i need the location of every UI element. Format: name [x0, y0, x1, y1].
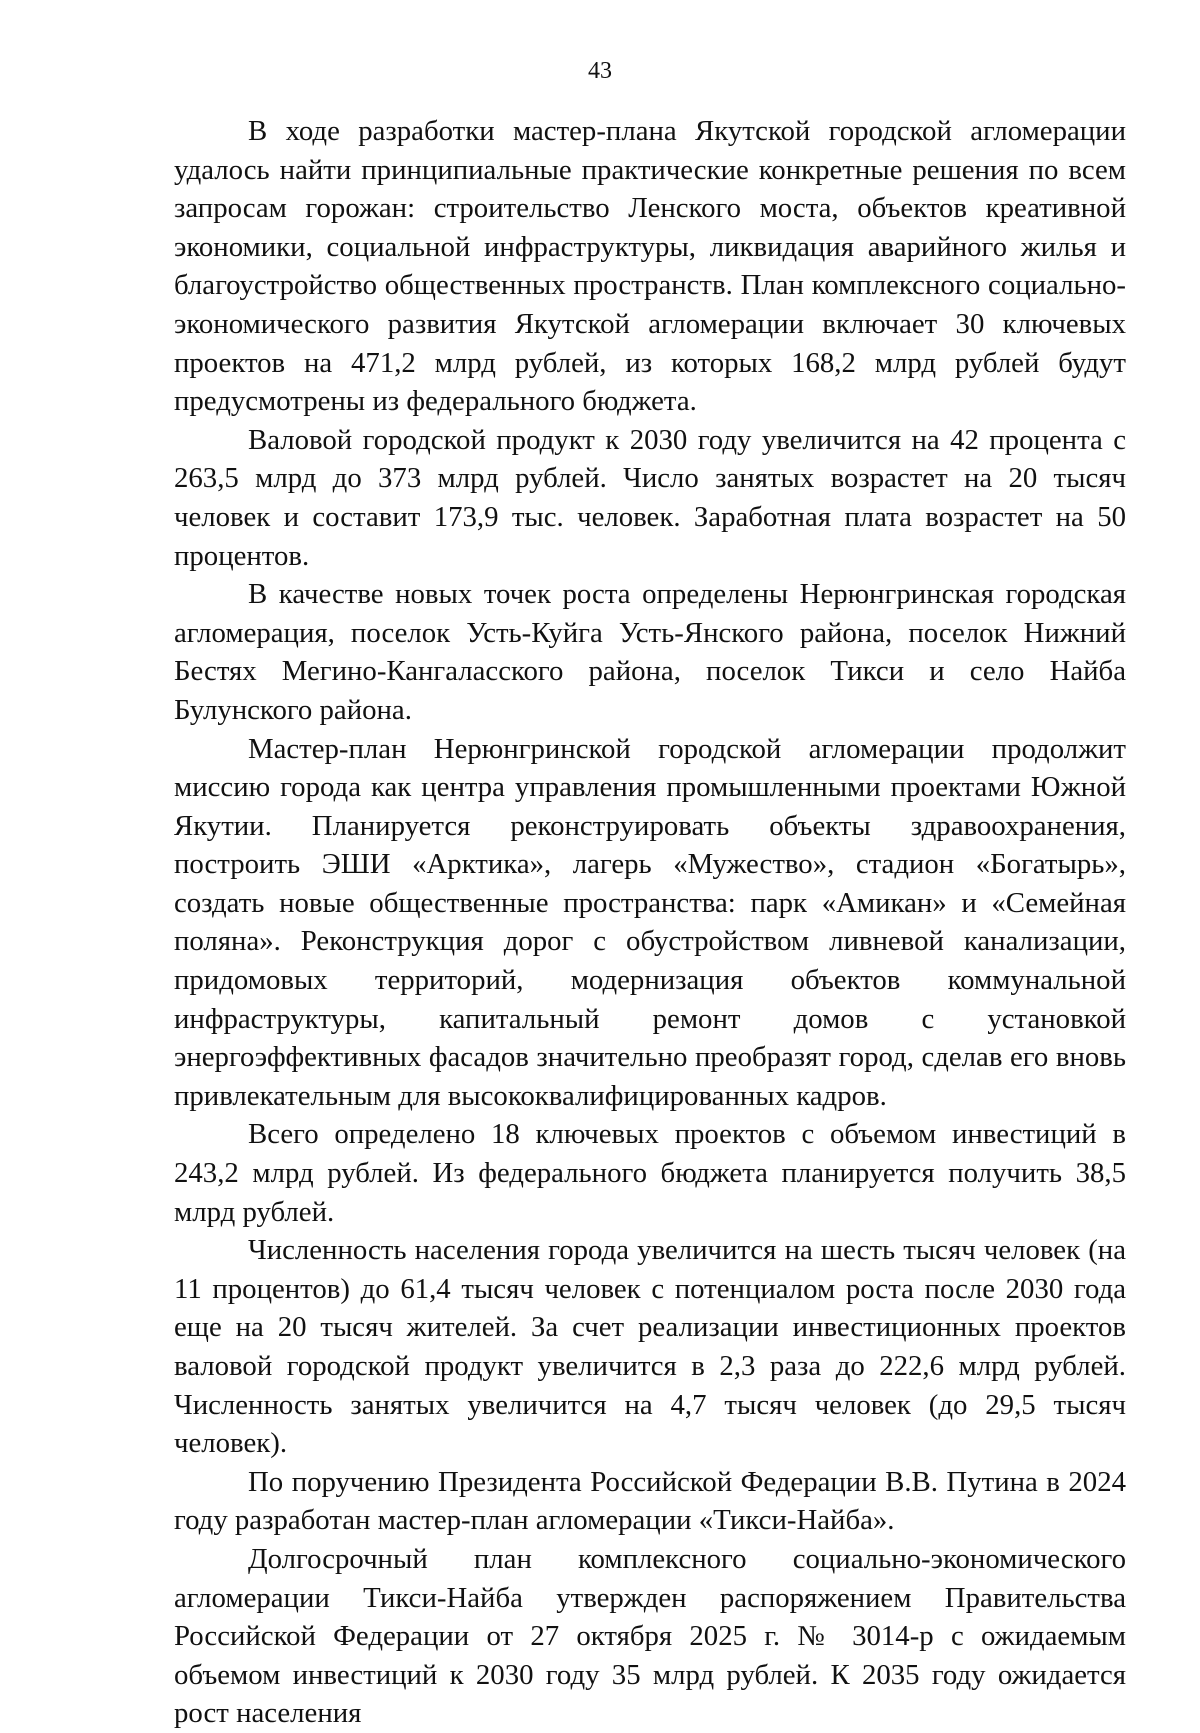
paragraph-7: По поручению Президента Российской Федерации В.В. Путина в 2024 году разработан мастер-план агломерации «Тикси-Найба». — [174, 1465, 1126, 1537]
page-number: 43 — [588, 58, 612, 84]
document-body — [174, 112, 1126, 1733]
paragraph-3: В качестве новых точек роста определены Нерюнгринская городская агломерация, поселок Усть-Куйга Усть-Янского района, поселок Нижний Бестях Мегино-Кангаласского района, поселок Тикси и село Найба Булунского района. — [174, 578, 1126, 726]
paragraph-8: Долгосрочный план комплексного социально-экономического агломерации Тикси-Найба утвержден распоряжением Правительства Российской Федерации от 27 октября 2025 г. № 3014-р с ожидаемым объемом инвестиций к 2030 году 35 млрд рублей. К 2035 году ожидается рост населения — [174, 1542, 1126, 1730]
paragraph-5: Всего определено 18 ключевых проектов с объемом инвестиций в 243,2 млрд рублей. Из федерального бюджета планируется получить 38,5 млрд рублей. — [174, 1118, 1126, 1228]
paragraph-4: Мастер-план Нерюнгринской городской агломерации продолжит миссию города как центра управления промышленными проектами Южной Якутии. Планируется реконструировать объекты здравоохранения, построить ЭШИ «Арктика», лагерь «Мужество», стадион «Богатырь», создать новые общественные пространства: парк «Амикан» и «Семейная поляна». Реконструкция дорог с обустройством ливневой канализации, придомовых территорий, модернизация объектов коммунальной инфраструктуры, капитальный ремонт домов с установкой энергоэффективных фасадов значительно преобразят город, сделав его вновь привлекательным для высококвалифицированных кадров. — [174, 732, 1126, 1112]
paragraph-1: В ходе разработки мастер-плана Якутской городской агломерации удалось найти принципиальные практические конкретные решения по всем запросам горожан: строительство Ленского моста, объектов креативной экономики, социальной инфраструктуры, ликвидация аварийного жилья и благоустройство общественных пространств. План комплексного социально-экономического развития Якутской агломерации включает 30 ключевых проектов на 471,2 млрд рублей, из которых 168,2 млрд рублей будут предусмотрены из федерального бюджета. — [174, 115, 1126, 418]
paragraph-2: Валовой городской продукт к 2030 году увеличится на 42 процента с 263,5 млрд до 373 млрд рублей. Число занятых возрастет на 20 тысяч человек и составит 173,9 тыс. человек. Заработная плата возрастет на 50 процентов. — [174, 423, 1126, 572]
paragraph-6: Численность населения города увеличится на шесть тысяч человек (на 11 процентов) до 61,4 тысяч человек с потенциалом роста после 2030 года еще на 20 тысяч жителей. За счет реализации инвестиционных проектов валовой городской продукт увеличится в 2,3 раза до 222,6 млрд рублей. Численность занятых увеличится на 4,7 тысяч человек (до 29,5 тысяч человек). — [174, 1234, 1126, 1460]
